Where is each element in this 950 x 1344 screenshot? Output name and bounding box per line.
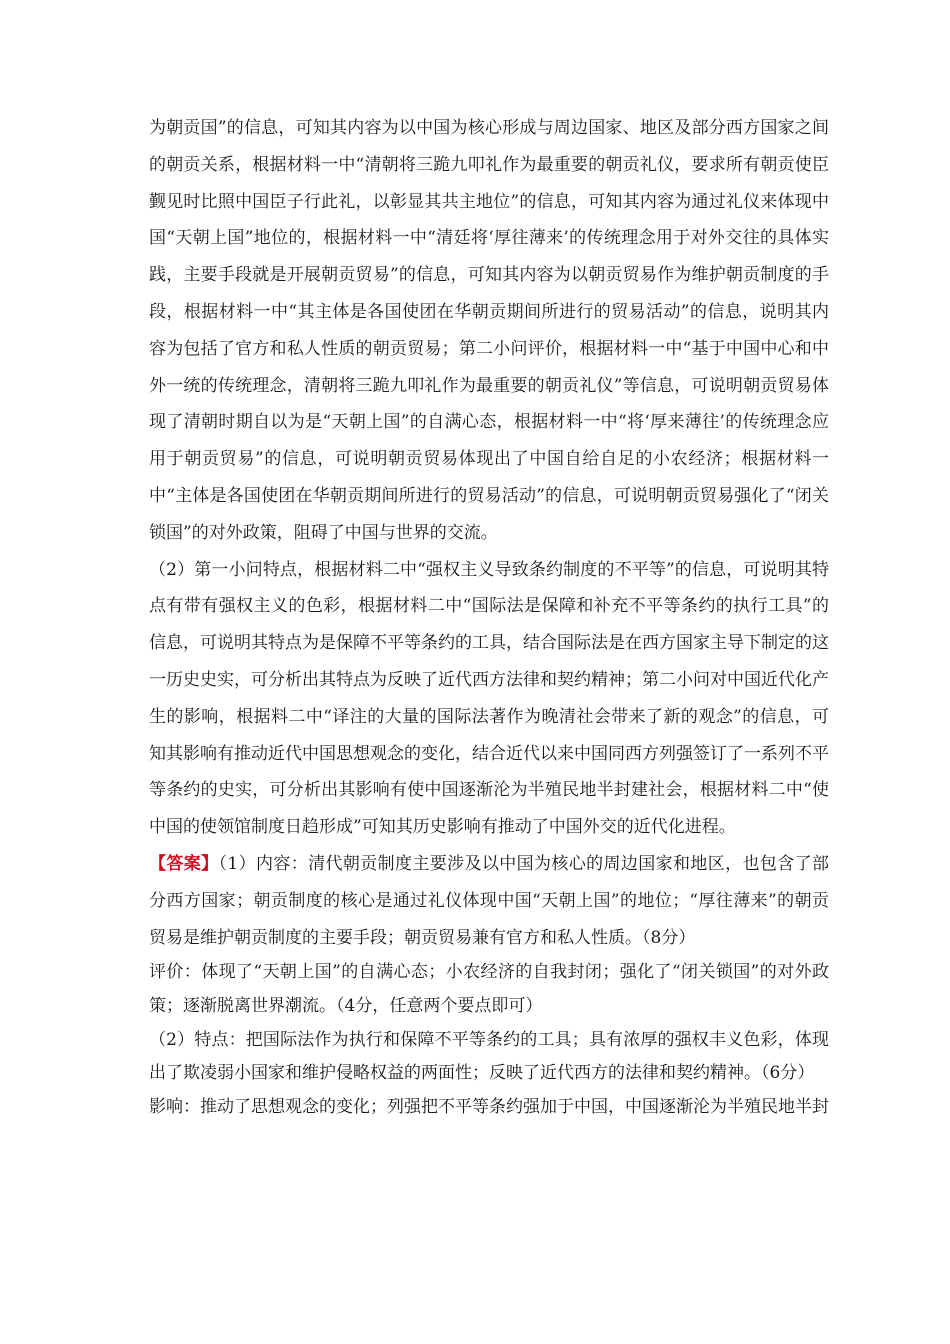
answer-part2-features: （2）特点：把国际法作为执行和保障不平等条约的工具；具有浓厚的强权丰义色彩，体现出了欺凌弱小国家和维护侵略权益的两面性；反映了近代西方的法律和契约精神。（6分）: [149, 1029, 829, 1084]
answer-part1-content: [149, 846, 829, 956]
answer-part2-impact: 影响：推动了思想观念的变化；列强把不平等条约强加于中国，中国逐渐沦为半殖民地半封: [149, 1096, 829, 1117]
document-page: [149, 110, 829, 1124]
analysis-part1: 为朝贡国”的信息，可知其内容为以中国为核心形成与周边国家、地区及部分西方国家之间的朝贡关系，根据材料一中“清朝将三跪九叩礼作为最重要的朝贡礼仪，要求所有朝贡使臣觐见时比照中国臣子行此礼，以彰显其共主地位”的信息，可知其内容为通过礼仪来体现中国“天朝上国”地位的，根据材料一中“清廷将‘厚往薄来’的传统理念用于对外交往的具体实践，主要手段就是开展朝贡贸易”的信息，可知其内容为以朝贡贸易作为维护朝贡制度的手段，根据材料一中“其主体是各国使团在华朝贡期间所进行的贸易活动”的信息，说明其内容为包括了官方和私人性质的朝贡贸易；第二小问评价，根据材料一中“基于中国中心和中外一统的传统理念，清朝将三跪九叩礼作为最重要的朝贡礼仪”等信息，可说明朝贡贸易体现了清朝时期自以为是“天朝上国”的自满心态，根据材料一中“将‘厚来薄往’的传统理念应用于朝贡贸易”的信息，可说明朝贡贸易体现出了中国自给自足的小农经济；根据材料一中“主体是各国使团在华朝贡期间所进行的贸易活动”的信息，可说明朝贡贸易强化了“闭关锁国”的对外政策，阻碍了中国与世界的交流。: [149, 118, 829, 543]
answer-part1-evaluation: 评价：体现了“天朝上国”的自满心态；小农经济的自我封闭；强化了“闭关锁国”的对外政策；逐渐脱离世界潮流。（4分，任意两个要点即可）: [149, 962, 829, 1016]
answer-part1-text: （1）内容：清代朝贡制度主要涉及以中国为核心的周边国家和地区，也包含了部分西方国家；朝贡制度的核心是通过礼仪体现中国“天朝上国”的地位；“厚往薄来”的朝贡贸易是维护朝贡制度的主要手段；朝贡贸易兼有官方和私人性质。（8分）: [149, 853, 829, 948]
answer-tag: 【答案】: [149, 853, 219, 874]
analysis-part2: （2）第一小问特点，根据材料二中“强权主义导致条约制度的不平等”的信息，可说明其特点有带有强权主义的色彩，根据材料二中“国际法是保障和补充不平等条约的执行工具”的信息，可说明其特点为是保障不平等条约的工具，结合国际法是在西方国家主导下制定的这一历史史实，可分析出其特点为反映了近代西方法律和契约精神；第二小问对中国近代化产生的影响，根据料二中“译注的大量的国际法著作为晚清社会带来了新的观念”的信息，可知其影响有推动近代中国思想观念的变化，结合近代以来中国同西方列强签订了一系列不平等条约的史实，可分析出其影响有使中国逐渐沦为半殖民地半封建社会，根据材料二中“使中国的使领馆制度日趋形成”可知其历史影响有推动了中国外交的近代化进程。: [149, 559, 829, 838]
